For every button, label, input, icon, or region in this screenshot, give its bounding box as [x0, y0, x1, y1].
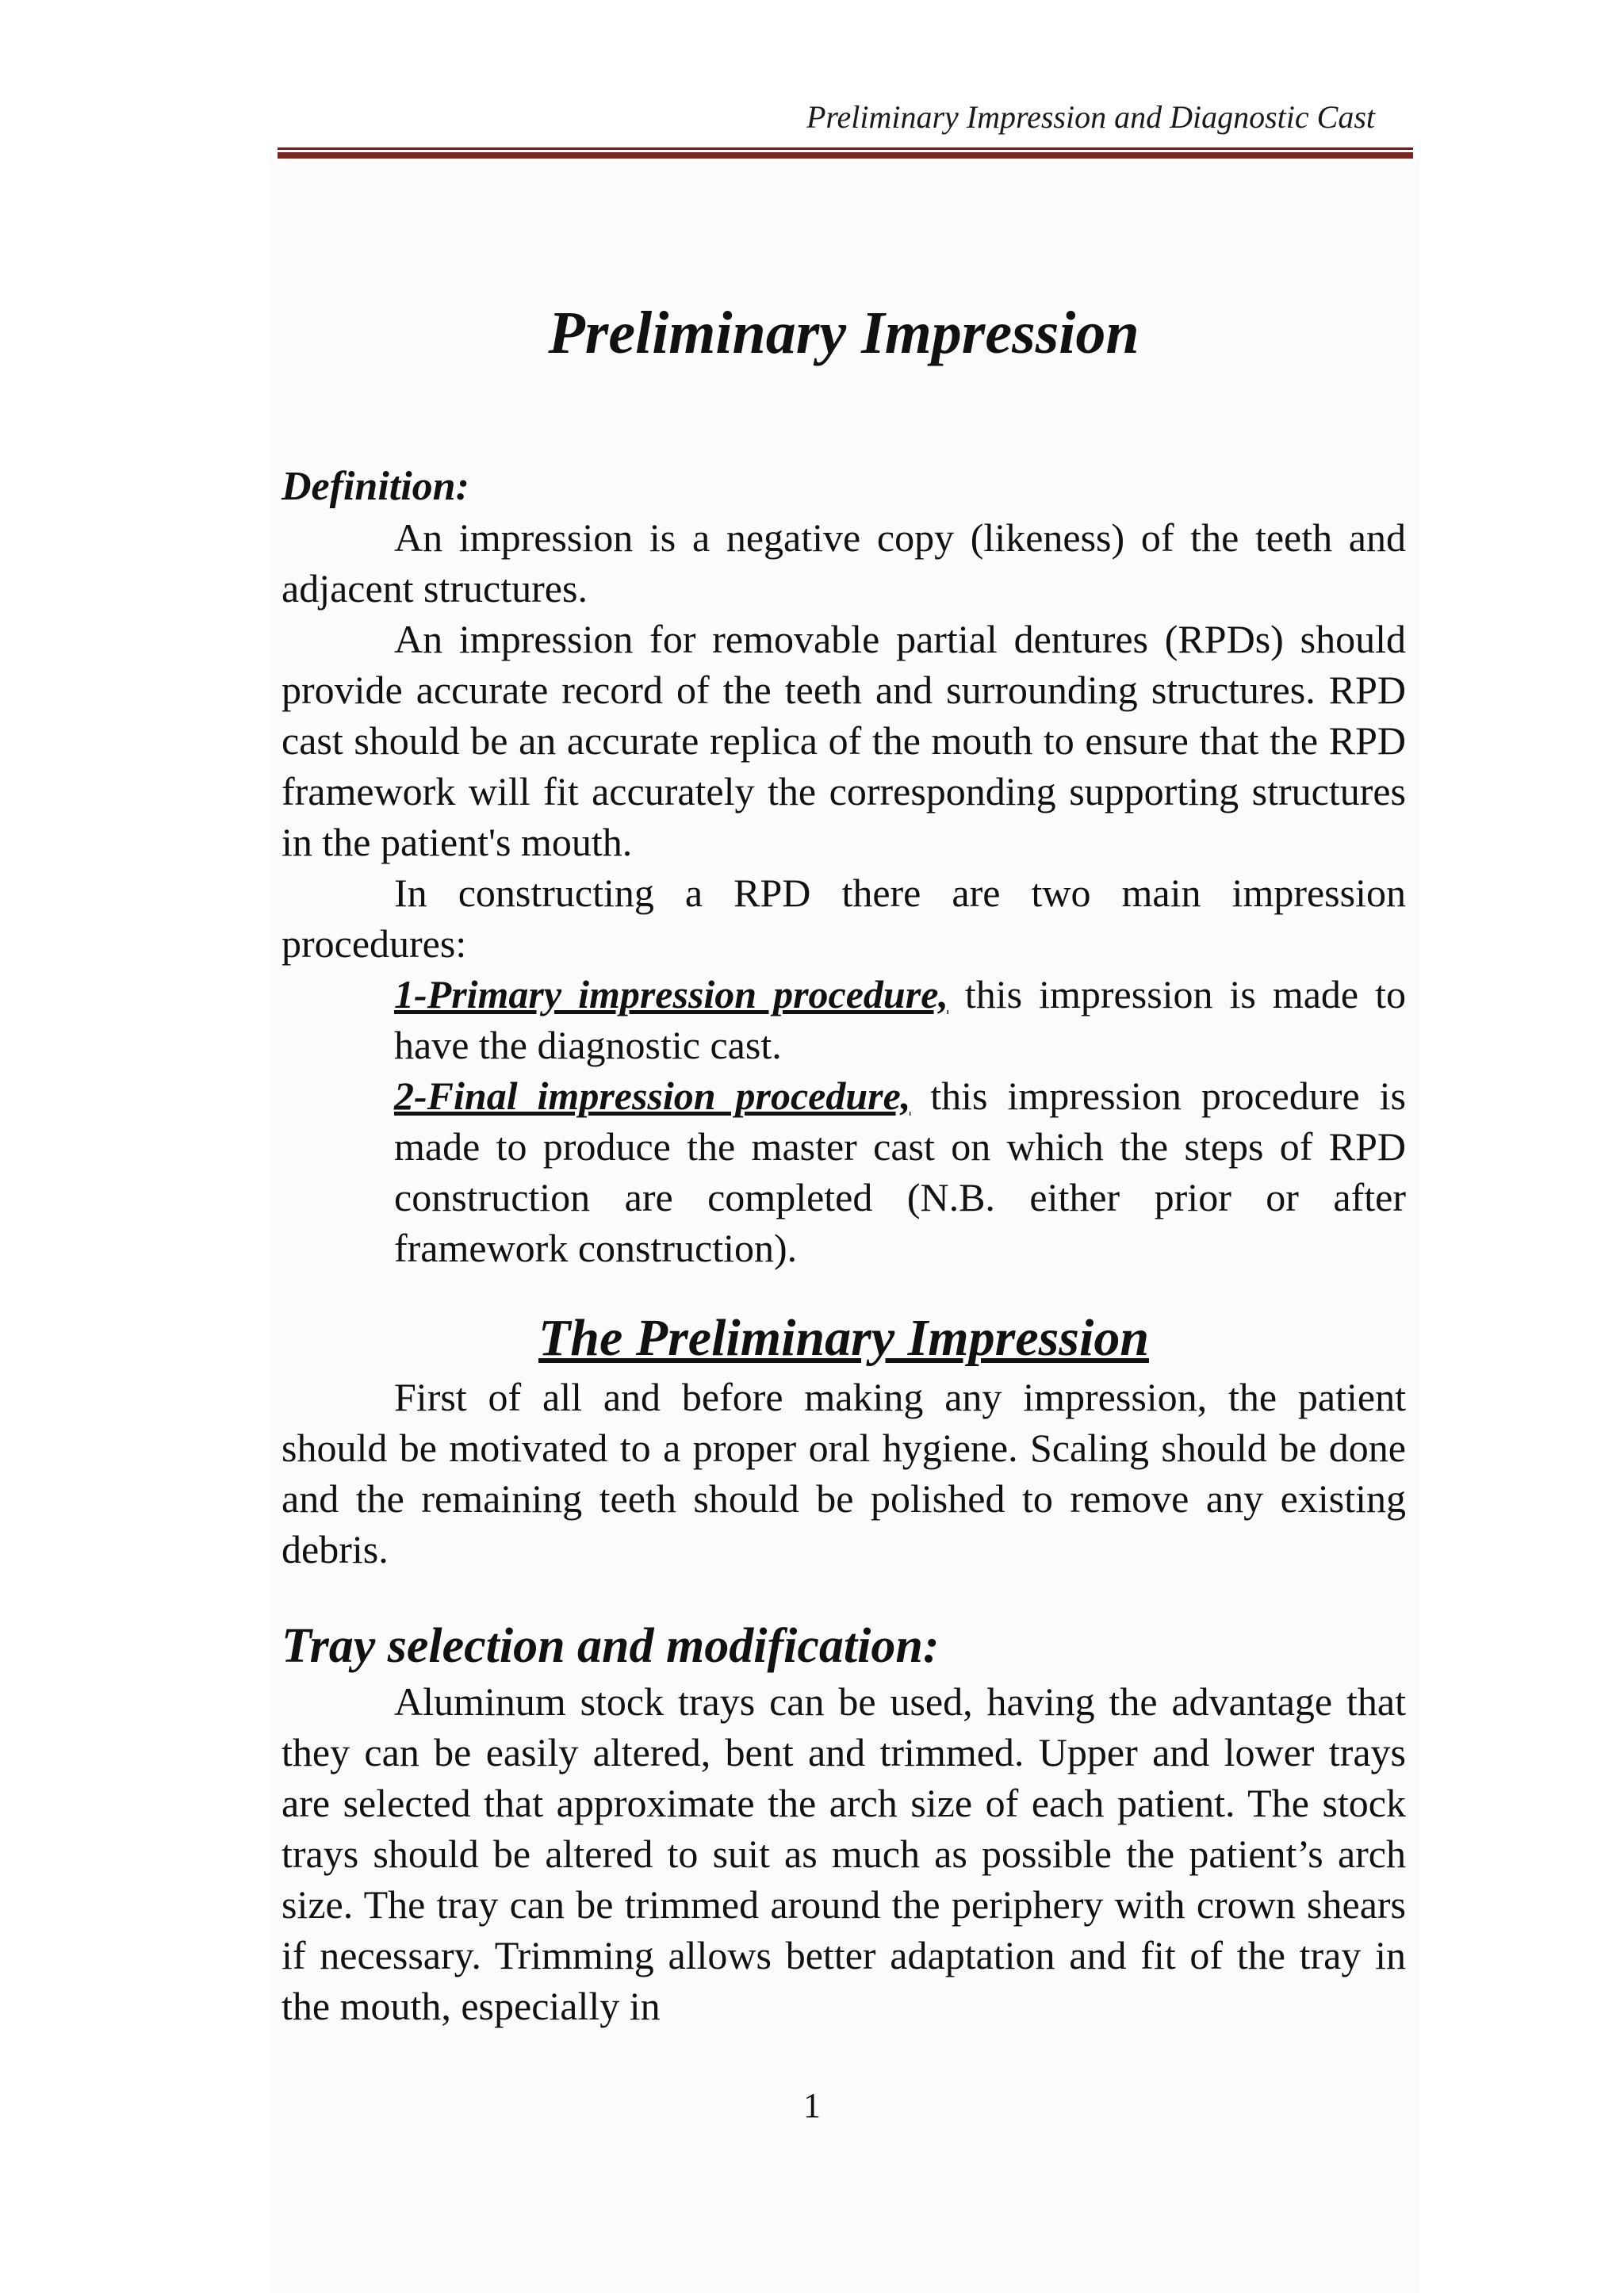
procedure-label-primary: 1-Primary impression procedure, — [394, 972, 948, 1016]
spacer — [282, 1273, 1406, 1305]
spacer — [282, 1575, 1406, 1616]
page-number: 1 — [803, 2086, 821, 2125]
header-rule-thin — [278, 147, 1413, 150]
definition-paragraph-2: An impression for removable partial dentures (RPDs) should provide accurate record of the teeth and surrounding structures. RPD cast should be an accurate replica of the mouth to ensure that the RPD framework will fit accurately the corresponding supporting structures in the patient's mouth. — [282, 617, 1406, 864]
procedure-item-final — [394, 1070, 1406, 1273]
running-header: Preliminary Impression and Diagnostic Cast — [806, 99, 1375, 135]
header-rule — [278, 147, 1413, 159]
tray-selection-paragraph: Aluminum stock trays can be used, having the advantage that they can be easily altered, bent and trimmed. Upper and lower trays are selected that approximate the arch size of each patient. The stock trays should be altered to suit as much as possible the patient’s arch size. The tray can be trimmed around the periphery with crown shears if necessary. Trimming allows better adaptation and fit of the tray in the mouth, especially in — [282, 1679, 1406, 2028]
preliminary-impression-heading: The Preliminary Impression — [538, 1309, 1150, 1367]
definition-paragraph-1: An impression is a negative copy (likeness) of the teeth and adjacent structures. — [282, 515, 1406, 611]
preliminary-impression-paragraph: First of all and before making any impression, the patient should be motivated to a proper oral hygiene. Scaling should be done and the remaining teeth should be polished to remove any existing debris. — [282, 1375, 1406, 1571]
procedure-label-final: 2-Final impression procedure, — [394, 1074, 911, 1118]
page-content — [282, 293, 1406, 2031]
procedure-text-primary: this impression is made to have the diagnostic cast. — [394, 972, 1406, 1067]
definition-heading: Definition: — [282, 464, 469, 509]
procedure-item-primary — [394, 969, 1406, 1070]
header-rule-thick — [278, 152, 1413, 159]
tray-selection-heading: Tray selection and modification: — [282, 1619, 940, 1673]
procedure-text-final: this impression procedure is made to produce the master cast on which the steps of RPD construction are completed (N.B. either prior or after framework construction). — [394, 1074, 1406, 1270]
spacer — [282, 373, 1406, 461]
definition-paragraph-3: In constructing a RPD there are two main impression procedures: — [282, 871, 1406, 966]
page-title: Preliminary Impression — [548, 300, 1139, 366]
